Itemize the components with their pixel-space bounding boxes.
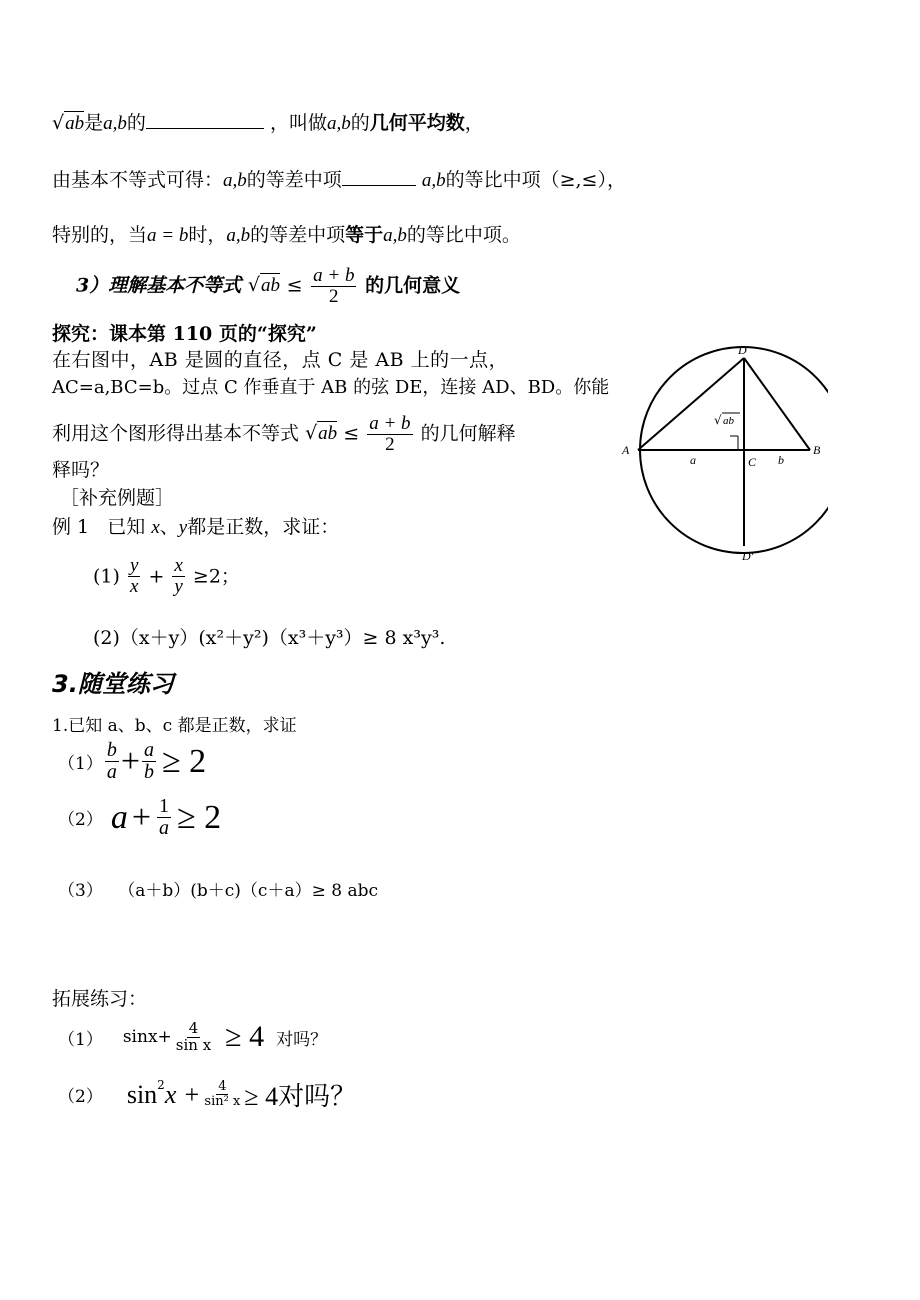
fraction-y-over-x: $\frac{y}{x}$: [129, 555, 139, 597]
label-b: b: [778, 453, 784, 467]
label-sqrt-radical: √: [714, 413, 722, 427]
fraction-4-over-sin2x: $\frac{4}{\text{sin² x}}$: [204, 1079, 241, 1109]
section-geometric-meaning: 3）理解基本不等式 √ab ≤ $\frac{a + b}{2}$ 的几何意义: [76, 265, 461, 307]
fraction-b-over-a: $\frac{b}{a}$: [106, 739, 117, 783]
sqrt-ab: √ab: [247, 274, 280, 297]
label-D-prime: D′: [742, 549, 754, 563]
fraction-1-over-a: $\frac{1}{a}$: [159, 795, 170, 839]
basic-inequality-statement: 由基本不等式可得：a,b的等差中项 a,b的等比中项（≥,≤），: [52, 169, 626, 191]
extend-item-2: （2） sin $^2$ x + $\frac{4}{\text{sin² x}}$ ≥ 4对吗？: [58, 1078, 357, 1111]
fraction-a-over-b: $\frac{a}{b}$: [144, 739, 155, 783]
sqrt-ab: √ab: [305, 422, 338, 445]
segment-ad: [638, 358, 744, 450]
example-1-statement: 例 1 已知 x、y都是正数，求证：: [52, 516, 340, 538]
fraction-a-plus-b-over-2: $\frac{a + b}{2}$: [369, 413, 411, 455]
explore-paragraph-line3: 利用这个图形得出基本不等式 √ab ≤ $\frac{a + b}{2}$ 的几何解释: [52, 413, 516, 455]
label-C: C: [748, 455, 757, 469]
extend-title: 拓展练习：: [52, 988, 148, 1010]
explore-paragraph-line2: AC=a,BC=b。过点 C 作垂直于 AB 的弦 DE，连接 AD、BD。你能: [52, 377, 610, 398]
label-a: a: [690, 453, 696, 467]
supplement-title: ［补充例题］: [60, 487, 175, 509]
sqrt-ab: √ab: [52, 112, 85, 134]
fraction-4-over-sinx: $\frac{4}{\text{sin x}}$: [175, 1018, 212, 1054]
practice-item-3: （3） （a＋b）(b＋c)（c＋a）≥ 8 abc: [58, 881, 378, 901]
label-B: B: [813, 443, 821, 457]
label-A: A: [622, 443, 630, 457]
explore-title: 探究：课本第 110 页的“探究”: [52, 323, 317, 345]
fraction-x-over-y: $\frac{x}{y}$: [174, 555, 183, 597]
explore-paragraph-line1: 在右图中，AB 是圆的直径，点 C 是 AB 上的一点，: [52, 349, 509, 371]
example-1-item-1: (1) $\frac{y}{x}$ + $\frac{x}{y}$ ≥2；: [93, 555, 240, 597]
label-D: D: [738, 343, 747, 357]
practice-item-2: （2） a + $\frac{1}{a}$ ≥ 2: [58, 795, 222, 839]
segment-bd: [744, 358, 810, 450]
fraction-a-plus-b-over-2: $\frac{a + b}{2}$: [313, 265, 355, 307]
extend-item-1: （1） sinx+ $\frac{4}{\text{sin x}}$ ≥ 4 对吗？: [58, 1018, 328, 1054]
fill-blank[interactable]: [342, 167, 416, 186]
geometric-mean-definition: √ab是a,b的 ，叫做a,b的几何平均数，: [52, 112, 484, 134]
equality-case-statement: 特别的，当a = b时，a,b的等差中项等于a,b的等比中项。: [52, 224, 521, 246]
example-1-item-2: (2)（x＋y）(x²＋y²)（x³＋y³）≥ 8 x³y³.: [93, 627, 446, 649]
explore-paragraph-line4: 释吗？: [52, 459, 110, 481]
term-geometric-mean: 几何平均数: [369, 112, 465, 134]
circle-diagram: [618, 340, 828, 565]
label-sqrt-ab: ab: [723, 415, 734, 427]
fill-blank[interactable]: [146, 110, 264, 129]
practice-item-1: （1） $\frac{b}{a}$ + $\frac{a}{b}$ ≥ 2: [58, 739, 207, 783]
practice-title: 3.随堂练习: [52, 670, 174, 698]
practice-question-1: 1.已知 a、b、c 都是正数，求证: [52, 716, 297, 736]
